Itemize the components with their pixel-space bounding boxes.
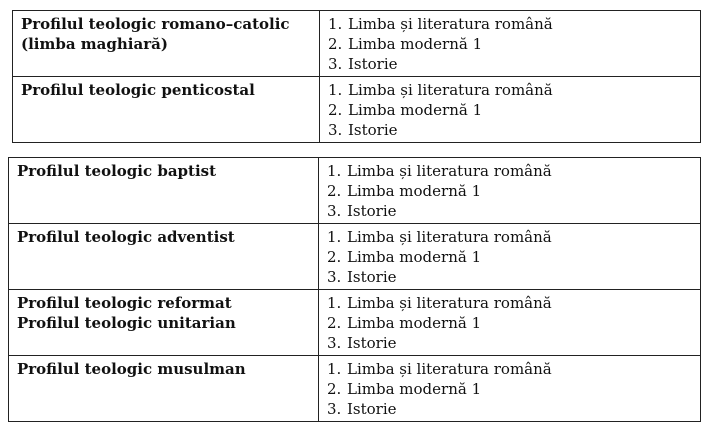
subject-item (327, 247, 692, 267)
subject-item (328, 34, 692, 54)
profile-name-cell (9, 158, 319, 224)
subject-list (327, 359, 692, 419)
profiles-table-1 (12, 10, 701, 143)
subjects-cell (319, 158, 701, 224)
subject-item (328, 80, 692, 100)
profile-name-line: Profilul teologic reformat (17, 294, 232, 312)
subject-list (328, 14, 692, 74)
subject-number: 1. (328, 81, 343, 99)
subject-item (328, 100, 692, 120)
subject-name: Limba și literatura română (347, 360, 552, 378)
subject-name: Limba modernă 1 (347, 182, 482, 200)
subject-name: Istorie (348, 121, 398, 139)
subject-name: Istorie (347, 334, 397, 352)
subject-item (327, 399, 692, 419)
subject-number: 1. (327, 162, 342, 180)
subject-number: 2. (327, 182, 342, 200)
profile-name-line: Profilul teologic romano–catolic (21, 15, 290, 33)
subject-item (327, 293, 692, 313)
subject-item (327, 227, 692, 247)
profile-name-cell (9, 224, 319, 290)
subject-name: Istorie (348, 55, 398, 73)
subject-number: 3. (327, 400, 342, 418)
subject-item (327, 379, 692, 399)
profile-name-line: Profilul teologic penticostal (21, 81, 255, 99)
profile-name-cell (9, 356, 319, 422)
subject-number: 3. (328, 55, 343, 73)
profile-name-line: Profilul teologic musulman (17, 360, 246, 378)
subject-number: 2. (328, 101, 343, 119)
subject-list (327, 161, 692, 221)
subject-number: 3. (327, 202, 342, 220)
subject-item (327, 181, 692, 201)
subject-name: Limba modernă 1 (347, 380, 482, 398)
profile-name-cell (13, 11, 320, 77)
subject-item (327, 313, 692, 333)
subjects-cell (320, 77, 701, 143)
subjects-cell (319, 224, 701, 290)
subject-name: Limba și literatura română (347, 162, 552, 180)
subject-name: Istorie (347, 268, 397, 286)
table-row (9, 356, 701, 422)
subject-name: Istorie (347, 400, 397, 418)
table-row (13, 11, 701, 77)
subject-number: 2. (327, 380, 342, 398)
subject-number: 1. (327, 360, 342, 378)
table-body (13, 11, 701, 143)
subject-name: Limba modernă 1 (347, 248, 482, 266)
subject-name: Limba și literatura română (347, 294, 552, 312)
profiles-table-2 (8, 157, 701, 422)
subject-number: 1. (328, 15, 343, 33)
subject-name: Limba modernă 1 (348, 101, 483, 119)
subject-number: 3. (328, 121, 343, 139)
subject-item (327, 161, 692, 181)
subject-name: Istorie (347, 202, 397, 220)
subject-name: Limba modernă 1 (348, 35, 483, 53)
subject-item (327, 201, 692, 221)
subject-list (327, 293, 692, 353)
subject-number: 2. (328, 35, 343, 53)
subject-name: Limba modernă 1 (347, 314, 482, 332)
table-row (9, 158, 701, 224)
subject-name: Limba și literatura română (348, 15, 553, 33)
table-row (13, 77, 701, 143)
subject-list (327, 227, 692, 287)
subject-item (327, 267, 692, 287)
profile-name-line: (limba maghiară) (21, 35, 168, 53)
table-row (9, 224, 701, 290)
subject-name: Limba și literatura română (347, 228, 552, 246)
subjects-cell (319, 290, 701, 356)
subject-number: 2. (327, 248, 342, 266)
subject-number: 1. (327, 228, 342, 246)
table-body (9, 158, 701, 422)
profile-name-cell (9, 290, 319, 356)
subject-item (327, 359, 692, 379)
subject-item (328, 14, 692, 34)
subject-number: 3. (327, 334, 342, 352)
profile-name-line: Profilul teologic adventist (17, 228, 235, 246)
subject-number: 3. (327, 268, 342, 286)
subject-number: 1. (327, 294, 342, 312)
profile-name-cell (13, 77, 320, 143)
profile-name-line: Profilul teologic unitarian (17, 314, 236, 332)
subject-number: 2. (327, 314, 342, 332)
subject-list (328, 80, 692, 140)
table-row (9, 290, 701, 356)
subjects-cell (319, 356, 701, 422)
subjects-cell (320, 11, 701, 77)
subject-item (327, 333, 692, 353)
subject-name: Limba și literatura română (348, 81, 553, 99)
subject-item (328, 120, 692, 140)
profile-name-line: Profilul teologic baptist (17, 162, 217, 180)
subject-item (328, 54, 692, 74)
